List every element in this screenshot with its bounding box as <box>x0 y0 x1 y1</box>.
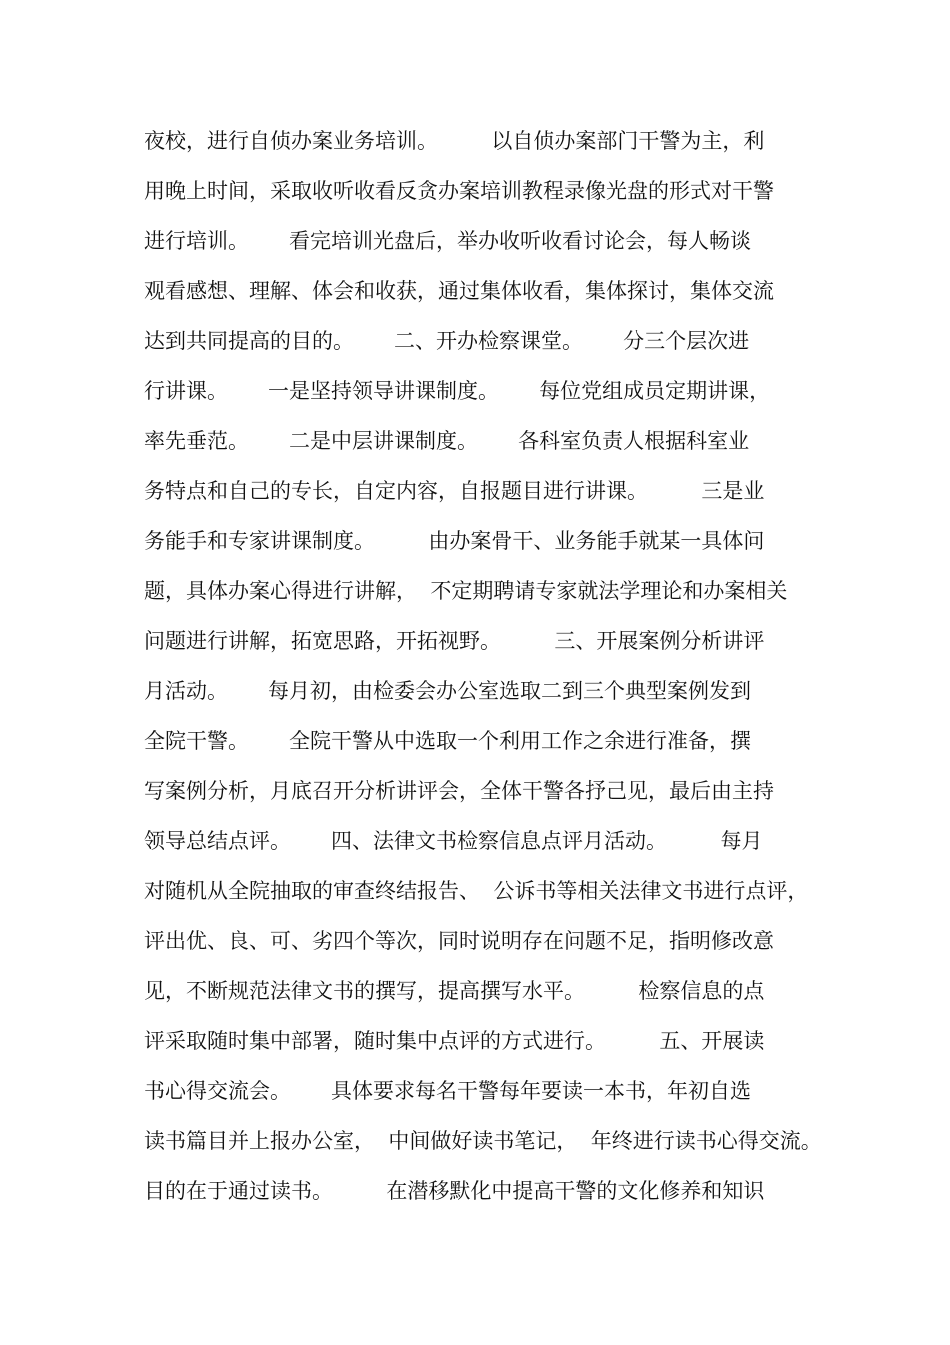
text-line: 评采取随时集中部署，随时集中点评的方式进行。 五、开展读 <box>144 1029 765 1053</box>
text-line: 读书篇目并上报办公室， 中间做好读书笔记， 年终进行读书心得交流。 <box>144 1129 822 1153</box>
text-line: 写案例分析，月底召开分析讲评会，全体干警各抒己见，最后由主持 <box>144 779 774 803</box>
text-line: 用晚上时间，采取收听收看反贪办案培训教程录像光盘的形式对干警 <box>144 179 774 203</box>
text-line: 务能手和专家讲课制度。 由办案骨干、业务能手就某一具体问 <box>144 529 765 553</box>
text-line: 目的在于通过读书。 在潜移默化中提高干警的文化修养和知识 <box>144 1179 765 1203</box>
text-line: 率先垂范。 二是中层讲课制度。 各科室负责人根据科室业 <box>144 429 750 453</box>
text-line: 月活动。 每月初，由检委会办公室选取二到三个典型案例发到 <box>144 679 752 703</box>
text-line: 对随机从全院抽取的审查终结报告、 公诉书等相关法律文书进行点评， <box>144 879 809 903</box>
text-line: 观看感想、理解、体会和收获，通过集体收看，集体探讨，集体交流 <box>144 279 774 303</box>
text-line: 务特点和自己的专长，自定内容，自报题目进行讲课。 三是业 <box>144 479 765 503</box>
text-line: 全院干警。 全院干警从中选取一个利用工作之余进行准备，撰 <box>144 729 752 753</box>
text-line: 领导总结点评。 四、法律文书检察信息点评月活动。 每月 <box>144 829 763 853</box>
text-line: 见，不断规范法律文书的撰写，提高撰写水平。 检察信息的点 <box>144 979 765 1003</box>
text-line: 题，具体办案心得进行讲解， 不定期聘请专家就法学理论和办案相关 <box>144 579 788 603</box>
text-line: 问题进行讲解，拓宽思路，开拓视野。 三、开展案例分析讲评 <box>144 629 765 653</box>
text-line: 评出优、良、可、劣四个等次，同时说明存在问题不足，指明修改意 <box>144 929 774 953</box>
body-text <box>144 122 822 1222</box>
text-line: 书心得交流会。 具体要求每名干警每年要读一本书，年初自选 <box>144 1079 752 1103</box>
text-line: 达到共同提高的目的。 二、开办检察课堂。 分三个层次进 <box>144 329 750 353</box>
text-line: 进行培训。 看完培训光盘后，举办收听收看讨论会，每人畅谈 <box>144 229 752 253</box>
text-line: 行讲课。 一是坚持领导讲课制度。 每位党组成员定期讲课， <box>144 379 771 403</box>
text-line: 夜校，进行自侦办案业务培训。 以自侦办案部门干警为主，利 <box>144 129 765 153</box>
